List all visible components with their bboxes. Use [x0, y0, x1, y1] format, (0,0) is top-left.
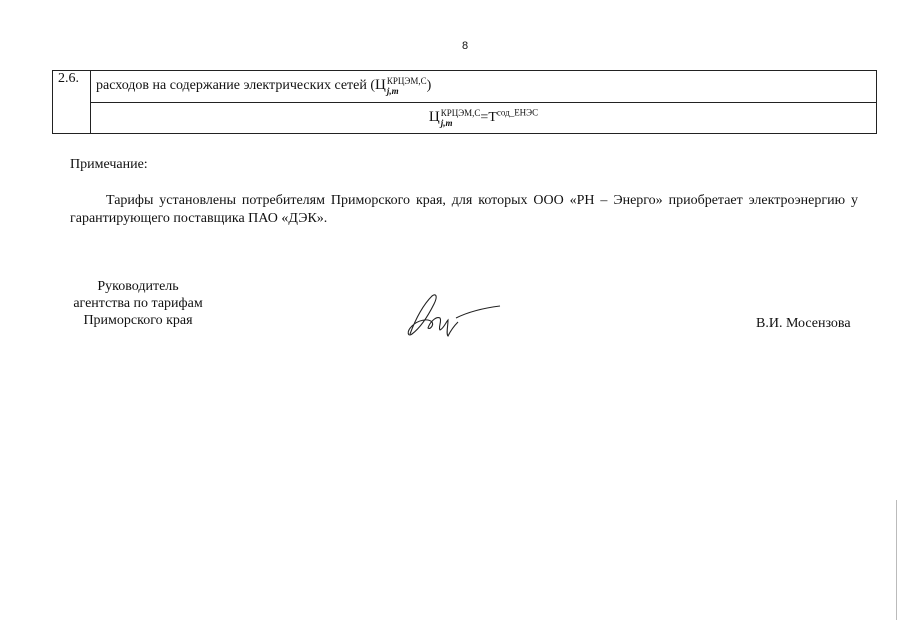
- note-text: Тарифы установлены потребителям Приморского края, для которых ООО «РН – Энерго» приобретает электроэнергию у гарантирующего поставщика ПАО «ДЭК».: [70, 193, 858, 226]
- page-number: 8: [461, 40, 469, 52]
- formula-cell: [91, 102, 877, 134]
- signer-title-line: Руководитель: [97, 279, 179, 294]
- signer-name: В.И. Мосензова: [756, 316, 851, 331]
- tariff-symbol-indices: [387, 76, 427, 96]
- table-row: [53, 102, 877, 134]
- row-number: 2.6.: [53, 71, 91, 134]
- formula-equals: =Т: [480, 109, 497, 125]
- tariff-symbol: Ц: [375, 77, 386, 94]
- row-description: [91, 71, 877, 103]
- formula-symbol: Ц: [428, 108, 440, 125]
- handwritten-signature: [402, 288, 502, 340]
- tariff-symbol-subscript: j,m: [386, 86, 399, 97]
- signer-title-line: Приморского края: [83, 313, 193, 328]
- formula-superscript: сод_ЕНЭС: [496, 107, 539, 118]
- table-row: [53, 71, 877, 103]
- signer-title-line: агентства по тарифам: [73, 296, 203, 311]
- tariff-symbol-superscript: КРЦЭМ,С: [386, 76, 427, 87]
- note-label: Примечание:: [70, 157, 148, 172]
- formula-symbol-superscript: КРЦЭМ,С: [440, 107, 481, 118]
- formula-symbol-subscript: j,m: [440, 117, 453, 128]
- formula-table: [52, 70, 877, 134]
- formula-symbol-indices: [441, 108, 481, 128]
- row-description-text: расходов на содержание электрических сетей (: [96, 78, 376, 94]
- scan-edge-mark: [896, 500, 897, 620]
- row-description-close: ): [426, 78, 432, 94]
- signer-title: [58, 278, 218, 329]
